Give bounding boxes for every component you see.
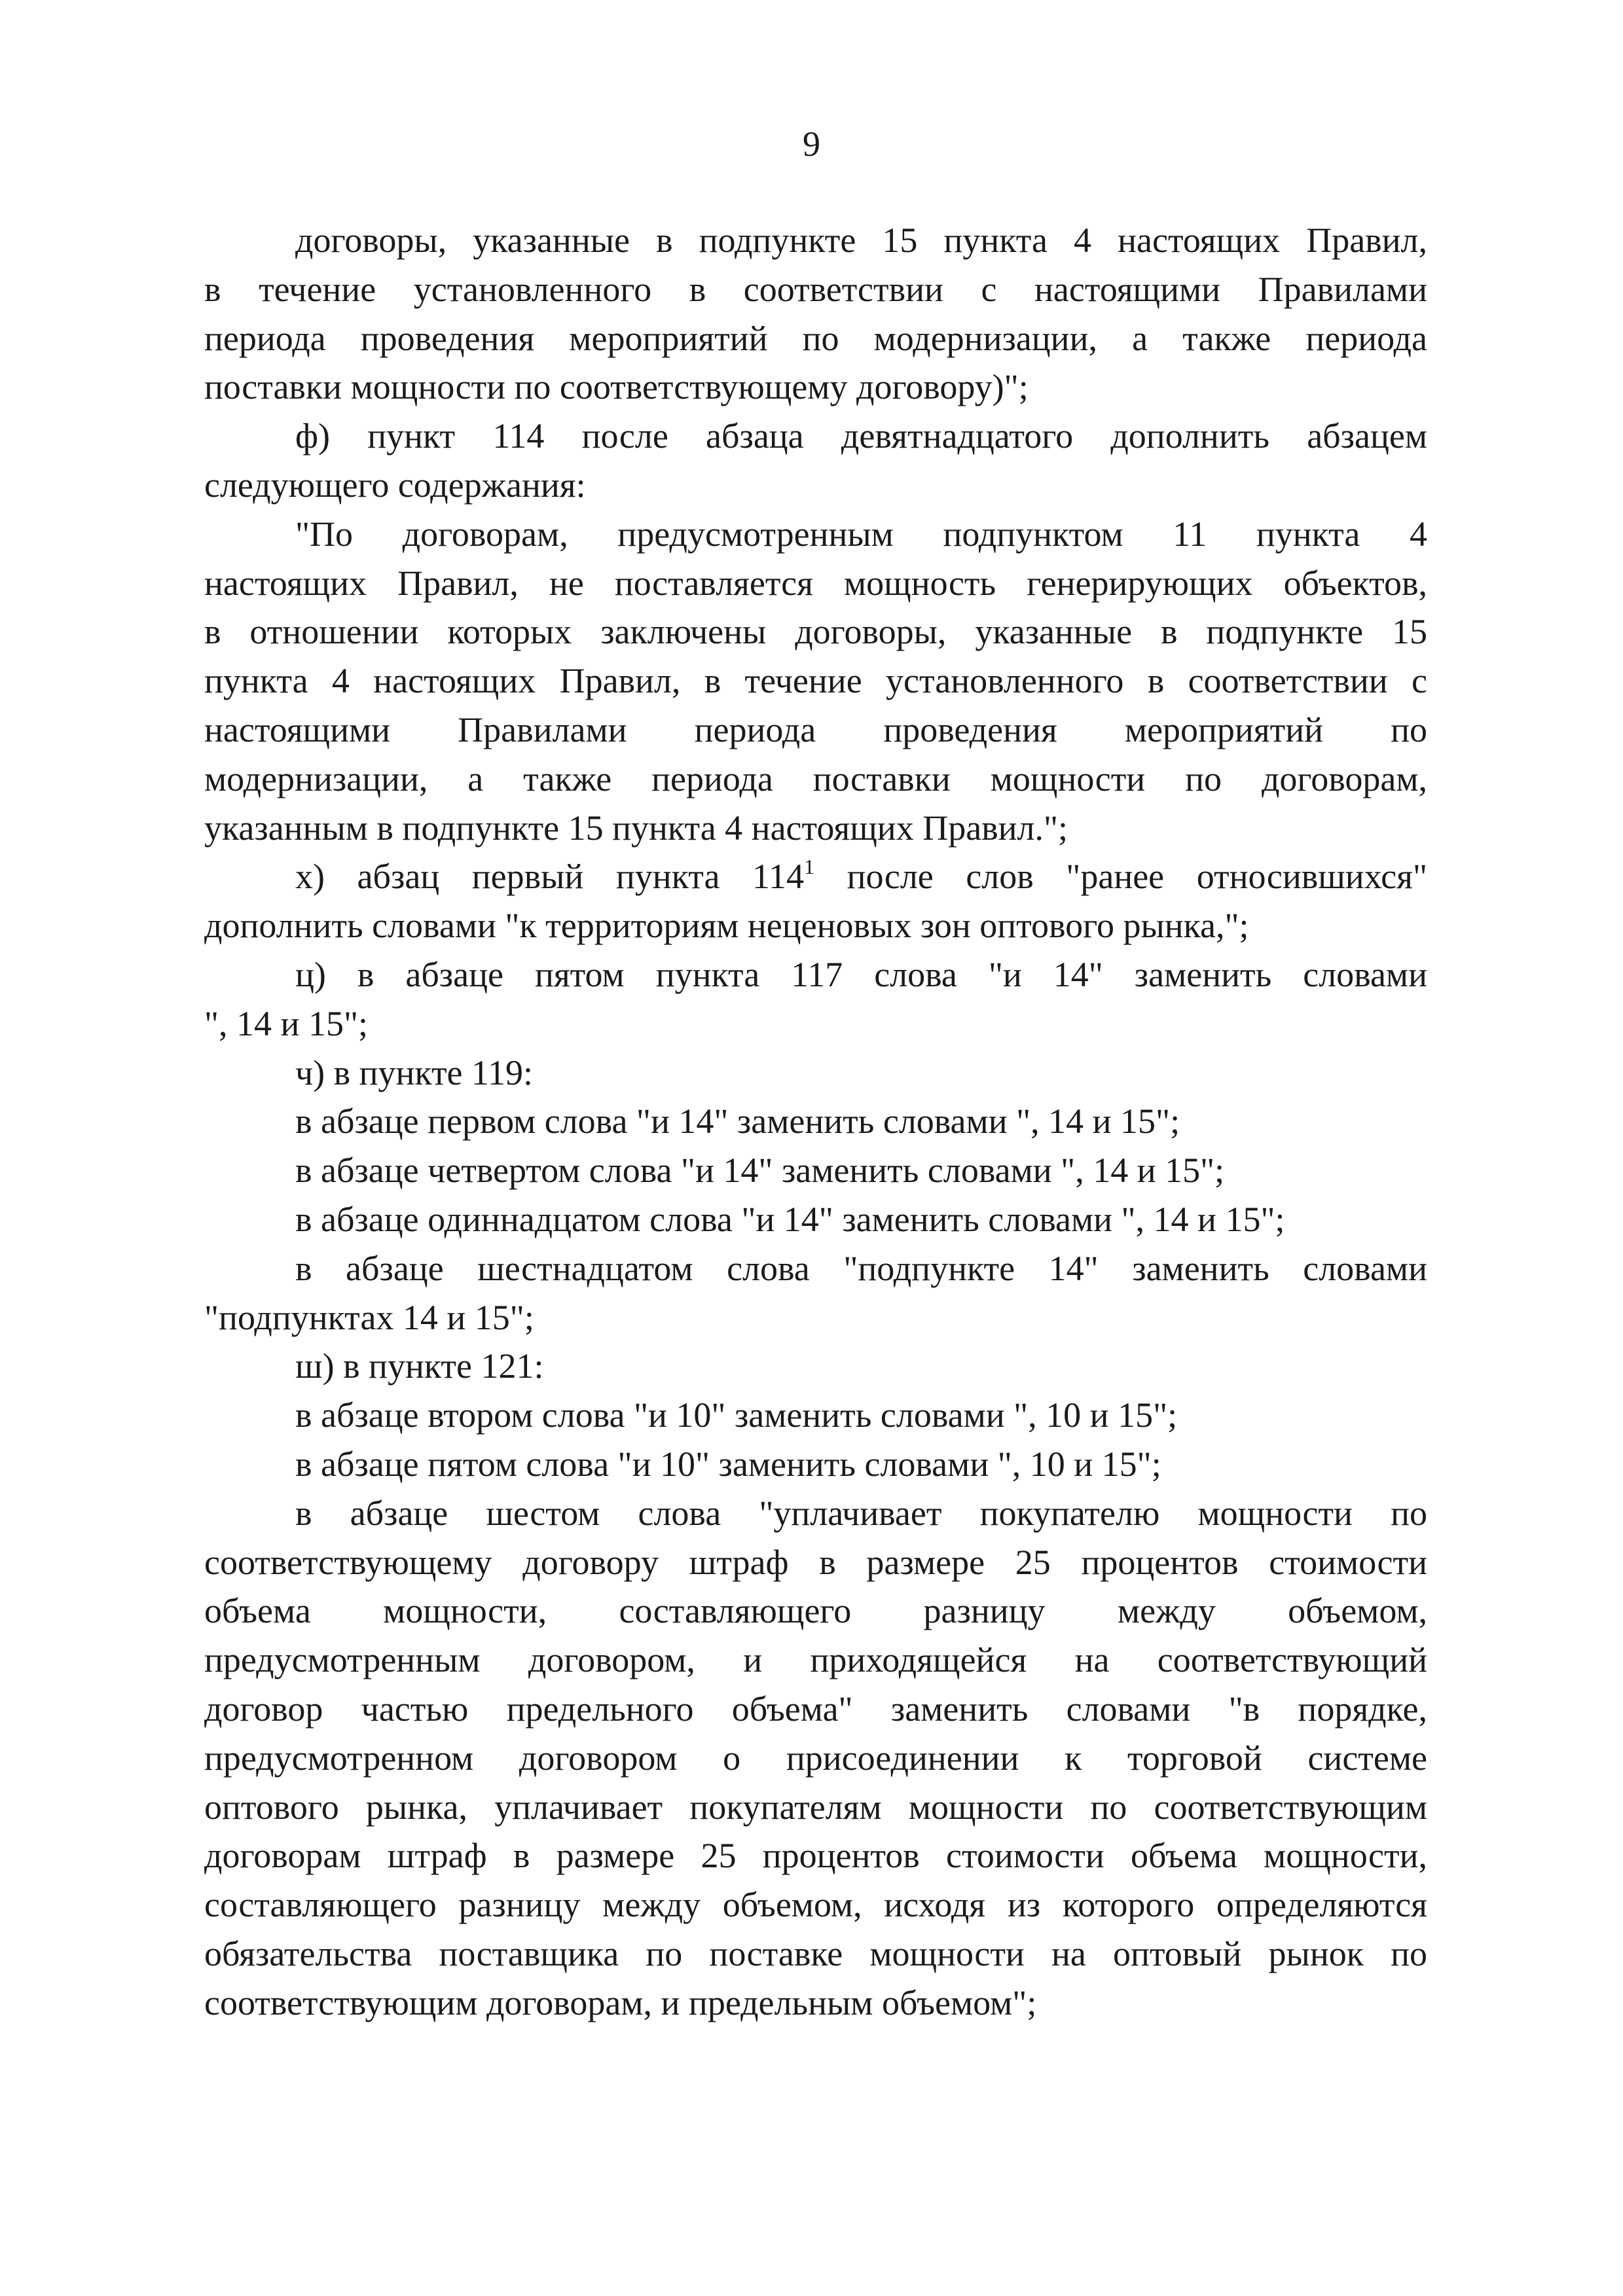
text-line: периода проведения мероприятий по модернизации, а также периода bbox=[204, 318, 1427, 358]
text-line: в отношении которых заключены договоры, указанные в подпункте 15 bbox=[204, 612, 1427, 652]
paragraph-continuation bbox=[204, 216, 1427, 412]
text-line: в абзаце пятом слова "и 10" заменить словами ", 10 и 15"; bbox=[295, 1444, 1161, 1484]
text-line: предусмотренном договором о присоединении к торговой системе bbox=[204, 1738, 1427, 1778]
text-line: обязательства поставщика по поставке мощности на оптовый рынок по bbox=[204, 1933, 1427, 1973]
text-line: поставки мощности по соответствующему договору)"; bbox=[204, 367, 1029, 407]
text-line: указанным в подпункте 15 пункта 4 настоящих Правил."; bbox=[204, 808, 1068, 848]
paragraph-f bbox=[204, 412, 1427, 510]
paragraph-sh-1 bbox=[204, 1391, 1427, 1440]
text-line: в течение установленного в соответствии с настоящими Правилами bbox=[204, 269, 1427, 309]
text-line: предусмотренным договором, и приходящейся на соответствующий bbox=[204, 1640, 1427, 1680]
text-line: ц) в абзаце пятом пункта 117 слова "и 14" заменить словами bbox=[295, 954, 1427, 994]
text-line: в абзаце первом слова "и 14" заменить словами ", 14 и 15"; bbox=[295, 1102, 1180, 1141]
text-line: настоящими Правилами периода проведения мероприятий по bbox=[204, 709, 1427, 749]
text-fragment: х) абзац первый пункта 114 bbox=[295, 857, 805, 897]
text-line: "подпунктах 14 и 15"; bbox=[204, 1297, 534, 1337]
text-line: следующего содержания: bbox=[204, 465, 586, 505]
paragraph-ts bbox=[204, 950, 1427, 1049]
paragraph-sh-3 bbox=[204, 1489, 1427, 2028]
text-line: оптового рынка, уплачивает покупателям мощности по соответствующим bbox=[204, 1787, 1427, 1827]
text-line: "По договорам, предусмотренным подпунктом 11 пункта 4 bbox=[295, 514, 1427, 554]
text-line: в абзаце шестом слова "уплачивает покупателю мощности по bbox=[295, 1493, 1427, 1533]
page-number: 9 bbox=[803, 124, 820, 164]
text-line bbox=[204, 852, 1427, 901]
text-line: дополнить словами "к территориям неценовых зон оптового рынка,"; bbox=[204, 906, 1249, 946]
paragraph-kh bbox=[204, 852, 1427, 950]
text-line: модернизации, а также периода поставки мощности по договорам, bbox=[204, 759, 1427, 798]
text-line: договор частью предельного объема" заменить словами "в порядке, bbox=[204, 1689, 1427, 1729]
text-line: в абзаце шестнадцатом слова "подпункте 14" заменить словами bbox=[295, 1248, 1427, 1288]
paragraph-ch-2 bbox=[204, 1146, 1427, 1195]
text-line: в абзаце четвертом слова "и 14" заменить словами ", 14 и 15"; bbox=[295, 1151, 1225, 1191]
text-line: соответствующему договору штраф в размере 25 процентов стоимости bbox=[204, 1542, 1427, 1582]
text-line: в абзаце втором слова "и 10" заменить словами ", 10 и 15"; bbox=[295, 1395, 1178, 1435]
text-fragment: после слов "ранее относившихся" bbox=[814, 857, 1427, 897]
document-body bbox=[204, 216, 1427, 2027]
paragraph-sh-2 bbox=[204, 1440, 1427, 1489]
text-line: пункта 4 настоящих Правил, в течение установленного в соответствии с bbox=[204, 661, 1427, 701]
text-line: ш) в пункте 121: bbox=[295, 1346, 544, 1386]
superscript: 1 bbox=[804, 855, 815, 879]
text-line: договоры, указанные в подпункте 15 пункта 4 настоящих Правил, bbox=[295, 221, 1427, 260]
paragraph-ch-1 bbox=[204, 1097, 1427, 1146]
paragraph-ch bbox=[204, 1049, 1427, 1098]
text-line: составляющего разницу между объемом, исходя из которого определяются bbox=[204, 1885, 1427, 1925]
text-line: объема мощности, составляющего разницу между объемом, bbox=[204, 1591, 1427, 1631]
paragraph-ch-4 bbox=[204, 1244, 1427, 1342]
text-line: ", 14 и 15"; bbox=[204, 1003, 368, 1043]
text-line: ч) в пункте 119: bbox=[295, 1052, 534, 1092]
paragraph-quote-114 bbox=[204, 510, 1427, 853]
paragraph-ch-3 bbox=[204, 1195, 1427, 1244]
text-line: ф) пункт 114 после абзаца девятнадцатого дополнить абзацем bbox=[295, 416, 1427, 456]
text-line: в абзаце одиннадцатом слова "и 14" заменить словами ", 14 и 15"; bbox=[295, 1199, 1285, 1239]
text-line: соответствующим договорам, и предельным объемом"; bbox=[204, 1982, 1037, 2022]
text-line: договорам штраф в размере 25 процентов стоимости объема мощности, bbox=[204, 1836, 1427, 1876]
text-line: настоящих Правил, не поставляется мощность генерирующих объектов, bbox=[204, 563, 1427, 603]
paragraph-sh bbox=[204, 1342, 1427, 1391]
